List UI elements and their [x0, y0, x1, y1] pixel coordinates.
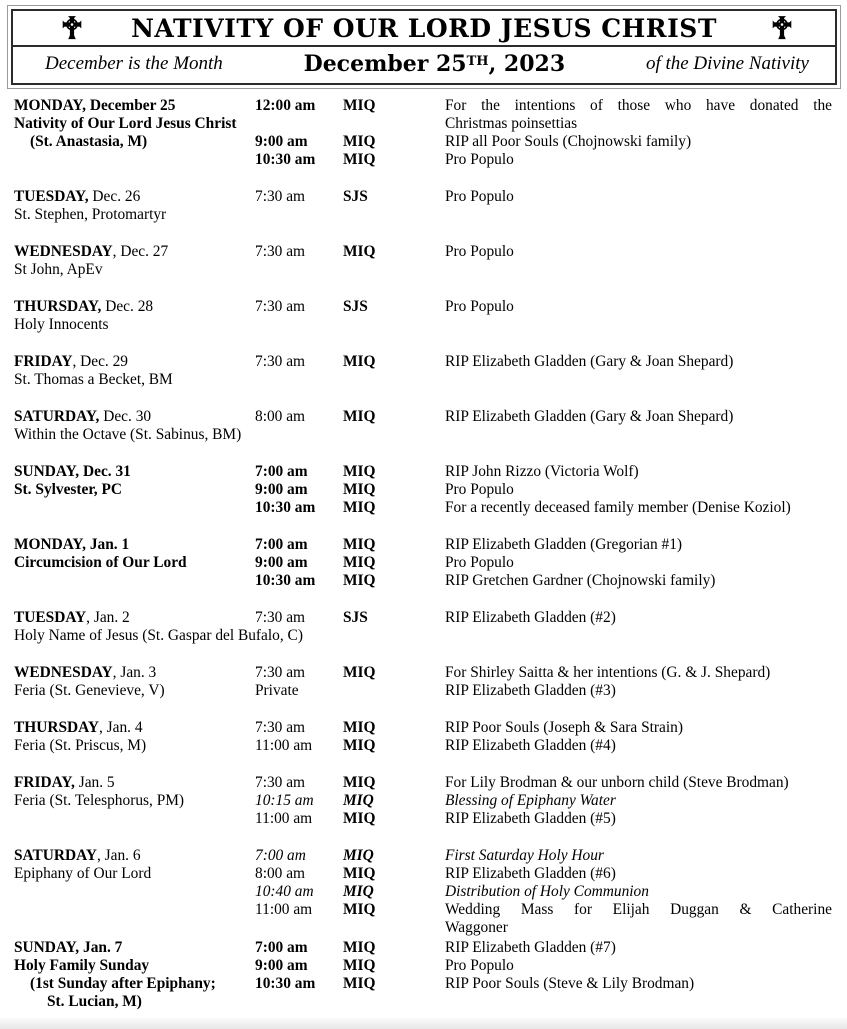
mass-intention — [445, 682, 832, 700]
day-name-text: SUNDAY, Dec. 31 — [14, 463, 131, 480]
mass-intention — [445, 609, 832, 627]
day-line — [14, 261, 255, 279]
day-column — [14, 463, 255, 517]
mass-intention — [445, 133, 832, 151]
mass-row — [255, 536, 832, 554]
date-superscript: TH — [466, 53, 489, 69]
day-name-text: SATURDAY, — [14, 408, 100, 425]
mass-column — [255, 939, 832, 1011]
day-line — [14, 97, 255, 115]
church-code: MIQ — [343, 901, 376, 918]
day-line — [14, 298, 255, 316]
intention-line: RIP John Rizzo (Victoria Wolf) — [445, 463, 639, 480]
intention-line: For a recently deceased family member (Denise Koziol) — [445, 499, 791, 516]
celtic-cross-icon — [61, 16, 83, 44]
day-name-text: WEDNESDAY — [14, 664, 113, 681]
mass-intention — [445, 151, 832, 169]
day-name-text: Nativity of Our Lord Jesus Christ — [14, 115, 237, 132]
mass-row — [255, 554, 832, 572]
schedule-entry — [14, 353, 832, 389]
church-code: SJS — [343, 298, 368, 315]
intention-line: RIP Poor Souls (Steve & Lily Brodman) — [445, 975, 695, 992]
intention-line: Pro Populo — [445, 957, 514, 974]
day-line — [14, 975, 255, 993]
mass-time: 11:00 am — [255, 810, 313, 827]
day-name-text: Circumcision of Our Lord — [14, 554, 187, 571]
mass-time: 7:30 am — [255, 188, 306, 205]
day-date-text: Holy Name of Jesus (St. Gaspar del Bufalo, C) — [14, 627, 303, 644]
mass-intention — [445, 97, 832, 133]
day-date-text: Feria (St. Telesphorus, PM) — [14, 792, 185, 809]
mass-column — [255, 243, 832, 279]
intention-line: Waggoner — [445, 919, 508, 936]
church-code: MIQ — [343, 408, 376, 425]
day-line — [14, 243, 255, 261]
church-code: SJS — [343, 188, 368, 205]
schedule-entry — [14, 463, 832, 517]
day-column — [14, 847, 255, 937]
subtitle-left: December is the Month — [45, 52, 223, 74]
schedule-entry — [14, 243, 832, 279]
mass-time: 11:00 am — [255, 737, 313, 754]
mass-time: 7:30 am — [255, 243, 306, 260]
mass-intention — [445, 499, 832, 517]
day-line — [14, 847, 255, 865]
mass-time: 11:00 am — [255, 901, 313, 918]
day-date-text: Dec. 30 — [99, 408, 152, 425]
mass-row — [255, 463, 832, 481]
celtic-cross-icon — [771, 16, 793, 44]
mass-time: 7:00 am — [255, 847, 306, 864]
mass-row — [255, 939, 832, 957]
mass-intention — [445, 957, 832, 975]
mass-row — [255, 408, 832, 426]
day-name-text: TUESDAY — [14, 609, 87, 626]
mass-time: 10:30 am — [255, 572, 316, 589]
mass-time: 9:00 am — [255, 133, 308, 150]
mass-time: 8:00 am — [255, 408, 306, 425]
schedule-entry — [14, 408, 832, 444]
day-line — [14, 993, 255, 1011]
schedule-entry — [14, 609, 832, 645]
mass-time: 7:30 am — [255, 353, 306, 370]
day-line — [14, 609, 255, 627]
intention-line: RIP Elizabeth Gladden (Gary & Joan Shepard) — [445, 353, 734, 370]
day-line — [14, 426, 255, 444]
intention-line: Pro Populo — [445, 481, 514, 498]
day-date-text: , Jan. 4 — [98, 719, 143, 736]
mass-intention — [445, 774, 832, 792]
day-date-text: , Jan. 6 — [96, 847, 141, 864]
day-name-text: SUNDAY, Jan. 7 — [14, 939, 123, 956]
church-code: MIQ — [343, 719, 376, 736]
mass-intention — [445, 810, 832, 828]
mass-row — [255, 810, 832, 828]
mass-row — [255, 353, 832, 371]
mass-time: 9:00 am — [255, 957, 308, 974]
mass-intention — [445, 572, 832, 590]
mass-row — [255, 243, 832, 261]
mass-intention — [445, 975, 832, 993]
day-name-text: THURSDAY — [14, 719, 99, 736]
church-code: MIQ — [343, 774, 376, 791]
day-name-text: St. Lucian, M) — [47, 993, 142, 1010]
intention-line: RIP Gretchen Gardner (Chojnowski family) — [445, 572, 716, 589]
mass-row — [255, 901, 832, 937]
intention-line: Pro Populo — [445, 298, 514, 315]
mass-time: 7:30 am — [255, 609, 306, 626]
mass-schedule — [14, 97, 832, 1011]
day-name-text: MONDAY, December 25 — [14, 97, 176, 114]
day-line — [14, 682, 255, 700]
mass-intention — [445, 737, 832, 755]
intention-line: RIP Poor Souls (Joseph & Sara Strain) — [445, 719, 683, 736]
schedule-entry — [14, 719, 832, 755]
day-line — [14, 939, 255, 957]
church-code: MIQ — [343, 572, 376, 589]
mass-column — [255, 353, 832, 389]
mass-time: 7:30 am — [255, 298, 306, 315]
church-code: MIQ — [343, 737, 376, 754]
mass-intention — [445, 536, 832, 554]
church-code: MIQ — [343, 481, 376, 498]
mass-column — [255, 97, 832, 169]
schedule-entry — [14, 939, 832, 1011]
schedule-entry — [14, 664, 832, 700]
mass-intention — [445, 664, 832, 682]
mass-time: 7:30 am — [255, 664, 306, 681]
header-subtitle-row — [13, 45, 835, 83]
mass-time: 9:00 am — [255, 481, 308, 498]
day-name-text: FRIDAY — [14, 353, 73, 370]
day-line — [14, 664, 255, 682]
day-line — [14, 353, 255, 371]
mass-intention — [445, 188, 832, 206]
day-date-text: , Dec. 27 — [112, 243, 169, 260]
day-date-text: St. Thomas a Becket, BM — [14, 371, 173, 388]
header-date: December 25TH, 2023 — [303, 50, 566, 77]
day-name-text: (1st Sunday after Epiphany; — [30, 975, 216, 992]
church-code: MIQ — [343, 133, 376, 150]
mass-row — [255, 975, 832, 993]
mass-row — [255, 883, 832, 901]
mass-intention — [445, 243, 832, 261]
day-date-text: , Jan. 2 — [86, 609, 130, 626]
church-code: MIQ — [343, 939, 376, 956]
intention-line: RIP Elizabeth Gladden (Gary & Joan Shepard) — [445, 408, 734, 425]
mass-time: 9:00 am — [255, 554, 308, 571]
intention-line: For Lily Brodman & our unborn child (Steve Brodman) — [445, 774, 789, 791]
schedule-entry — [14, 847, 832, 937]
intention-line: Pro Populo — [445, 151, 514, 168]
mass-column — [255, 188, 832, 224]
day-line — [14, 865, 255, 883]
day-line — [14, 463, 255, 481]
mass-column — [255, 847, 832, 937]
intention-line: RIP Elizabeth Gladden (#5) — [445, 810, 616, 827]
church-code: MIQ — [343, 957, 376, 974]
mass-row — [255, 847, 832, 865]
day-line — [14, 627, 303, 645]
intention-line: First Saturday Holy Hour — [445, 847, 604, 864]
day-name-text: St. Sylvester, PC — [14, 481, 123, 498]
mass-intention — [445, 353, 832, 371]
church-code: MIQ — [343, 536, 376, 553]
day-date-text: Feria (St. Genevieve, V) — [14, 682, 165, 699]
church-code: MIQ — [343, 865, 376, 882]
intention-line: Blessing of Epiphany Water — [445, 792, 616, 809]
mass-column — [255, 609, 832, 645]
church-code: MIQ — [343, 975, 376, 992]
intention-line: Pro Populo — [445, 243, 514, 260]
church-code: MIQ — [343, 554, 376, 571]
mass-intention — [445, 883, 832, 901]
day-column — [14, 97, 255, 169]
church-code: MIQ — [343, 463, 376, 480]
mass-row — [255, 188, 832, 206]
day-date-text: St. Stephen, Protomartyr — [14, 206, 167, 223]
mass-column — [255, 719, 832, 755]
mass-row — [255, 957, 832, 975]
mass-time: 10:15 am — [255, 792, 314, 809]
day-line — [14, 133, 255, 151]
mass-row — [255, 737, 832, 755]
day-column — [14, 243, 255, 279]
mass-intention — [445, 901, 832, 937]
mass-time: 10:30 am — [255, 975, 316, 992]
schedule-entry — [14, 298, 832, 334]
header-inner-frame — [11, 9, 837, 85]
mass-row — [255, 865, 832, 883]
day-name-text: TUESDAY, — [14, 188, 89, 205]
mass-row — [255, 682, 832, 700]
intention-line: Wedding Mass for Elijah Duggan & Catherine — [445, 901, 832, 918]
intention-line: Christmas poinsettias — [445, 115, 578, 132]
intention-line: RIP Elizabeth Gladden (#6) — [445, 865, 616, 882]
mass-row — [255, 298, 832, 316]
day-line — [14, 957, 255, 975]
day-line — [14, 481, 255, 499]
mass-time: 10:30 am — [255, 499, 316, 516]
day-line — [14, 554, 255, 572]
day-date-text: Feria (St. Priscus, M) — [14, 737, 147, 754]
day-date-text: Within the Octave (St. Sabinus, BM) — [14, 426, 242, 443]
intention-line: RIP Elizabeth Gladden (Gregorian #1) — [445, 536, 683, 553]
day-line — [14, 408, 255, 426]
intention-line: For Shirley Saitta & her intentions (G. & J. Shepard) — [445, 664, 771, 681]
intention-line: Distribution of Holy Communion — [445, 883, 649, 900]
day-name-text: SATURDAY — [14, 847, 97, 864]
church-code: MIQ — [343, 792, 374, 809]
intention-line: Pro Populo — [445, 188, 514, 205]
intention-line: RIP Elizabeth Gladden (#3) — [445, 682, 616, 699]
mass-row — [255, 664, 832, 682]
header-box — [7, 5, 841, 89]
mass-time: 7:30 am — [255, 719, 306, 736]
church-code: MIQ — [343, 810, 376, 827]
mass-time: Private — [255, 682, 299, 699]
schedule-entry — [14, 536, 832, 590]
day-date-text: , Dec. 29 — [72, 353, 128, 370]
day-column — [14, 664, 255, 700]
day-column — [14, 536, 255, 590]
mass-column — [255, 664, 832, 700]
mass-time: 7:00 am — [255, 536, 308, 553]
mass-intention — [445, 719, 832, 737]
mass-intention — [445, 939, 832, 957]
day-line — [14, 792, 255, 810]
mass-column — [255, 408, 832, 444]
mass-intention — [445, 865, 832, 883]
church-code: MIQ — [343, 664, 376, 681]
mass-row — [255, 719, 832, 737]
schedule-entry — [14, 97, 832, 169]
mass-column — [255, 774, 832, 828]
mass-row — [255, 151, 832, 169]
mass-column — [255, 298, 832, 334]
mass-row — [255, 133, 832, 151]
mass-row — [255, 792, 832, 810]
intention-line: RIP Elizabeth Gladden (#2) — [445, 609, 616, 626]
day-column — [14, 939, 255, 1011]
day-line — [14, 206, 255, 224]
mass-column — [255, 463, 832, 517]
mass-intention — [445, 463, 832, 481]
mass-intention — [445, 481, 832, 499]
mass-time: 7:00 am — [255, 463, 308, 480]
mass-row — [255, 774, 832, 792]
mass-intention — [445, 792, 832, 810]
day-date-text: Jan. 5 — [74, 774, 115, 791]
day-column — [14, 353, 255, 389]
mass-intention — [445, 554, 832, 572]
day-column — [14, 719, 255, 755]
mass-time: 7:30 am — [255, 774, 306, 791]
church-code: MIQ — [343, 499, 376, 516]
subtitle-right: of the Divine Nativity — [645, 52, 809, 74]
church-code: MIQ — [343, 847, 374, 864]
day-column — [14, 298, 255, 334]
day-column — [14, 774, 255, 828]
intention-line: RIP Elizabeth Gladden (#4) — [445, 737, 616, 754]
day-date-text: Dec. 26 — [88, 188, 141, 205]
day-date-text: , Jan. 3 — [112, 664, 157, 681]
intention-line: Pro Populo — [445, 554, 514, 571]
day-name-text: Holy Family Sunday — [14, 957, 150, 974]
mass-row — [255, 481, 832, 499]
mass-time: 7:00 am — [255, 939, 308, 956]
header-title-row — [13, 11, 835, 45]
day-line — [14, 188, 255, 206]
church-code: SJS — [343, 609, 368, 626]
intention-line: RIP all Poor Souls (Chojnowski family) — [445, 133, 692, 150]
page-title: NATIVITY OF OUR LORD JESUS CHRIST — [131, 14, 717, 43]
day-line — [14, 371, 255, 389]
church-code: MIQ — [343, 151, 376, 168]
day-date-text: Epiphany of Our Lord — [14, 865, 152, 882]
church-code: MIQ — [343, 97, 376, 114]
day-line — [14, 316, 255, 334]
mass-row — [255, 97, 832, 133]
schedule-entry — [14, 188, 832, 224]
church-code: MIQ — [343, 353, 376, 370]
mass-intention — [445, 408, 832, 426]
day-date-text: St John, ApEv — [14, 261, 103, 278]
day-name-text: FRIDAY, — [14, 774, 75, 791]
mass-time: 10:40 am — [255, 883, 314, 900]
mass-time: 8:00 am — [255, 865, 306, 882]
day-line — [14, 115, 255, 133]
mass-row — [255, 609, 832, 627]
mass-column — [255, 536, 832, 590]
intention-line: RIP Elizabeth Gladden (#7) — [445, 939, 616, 956]
church-code: MIQ — [343, 243, 376, 260]
day-line — [14, 737, 255, 755]
day-name-text: MONDAY, Jan. 1 — [14, 536, 130, 553]
day-column — [14, 408, 255, 444]
day-column — [14, 188, 255, 224]
mass-time: 12:00 am — [255, 97, 316, 114]
day-name-text: THURSDAY, — [14, 298, 102, 315]
mass-time: 10:30 am — [255, 151, 316, 168]
mass-row — [255, 572, 832, 590]
mass-row — [255, 499, 832, 517]
mass-intention — [445, 298, 832, 316]
schedule-entry — [14, 774, 832, 828]
day-line — [14, 536, 255, 554]
day-line — [14, 719, 255, 737]
day-line — [14, 774, 255, 792]
day-date-text: Dec. 28 — [101, 298, 154, 315]
church-code: MIQ — [343, 883, 374, 900]
day-name-text: (St. Anastasia, M) — [30, 133, 148, 150]
mass-intention — [445, 847, 832, 865]
day-name-text: WEDNESDAY — [14, 243, 113, 260]
intention-line: For the intentions of those who have donated the — [445, 97, 832, 114]
day-date-text: Holy Innocents — [14, 316, 109, 333]
